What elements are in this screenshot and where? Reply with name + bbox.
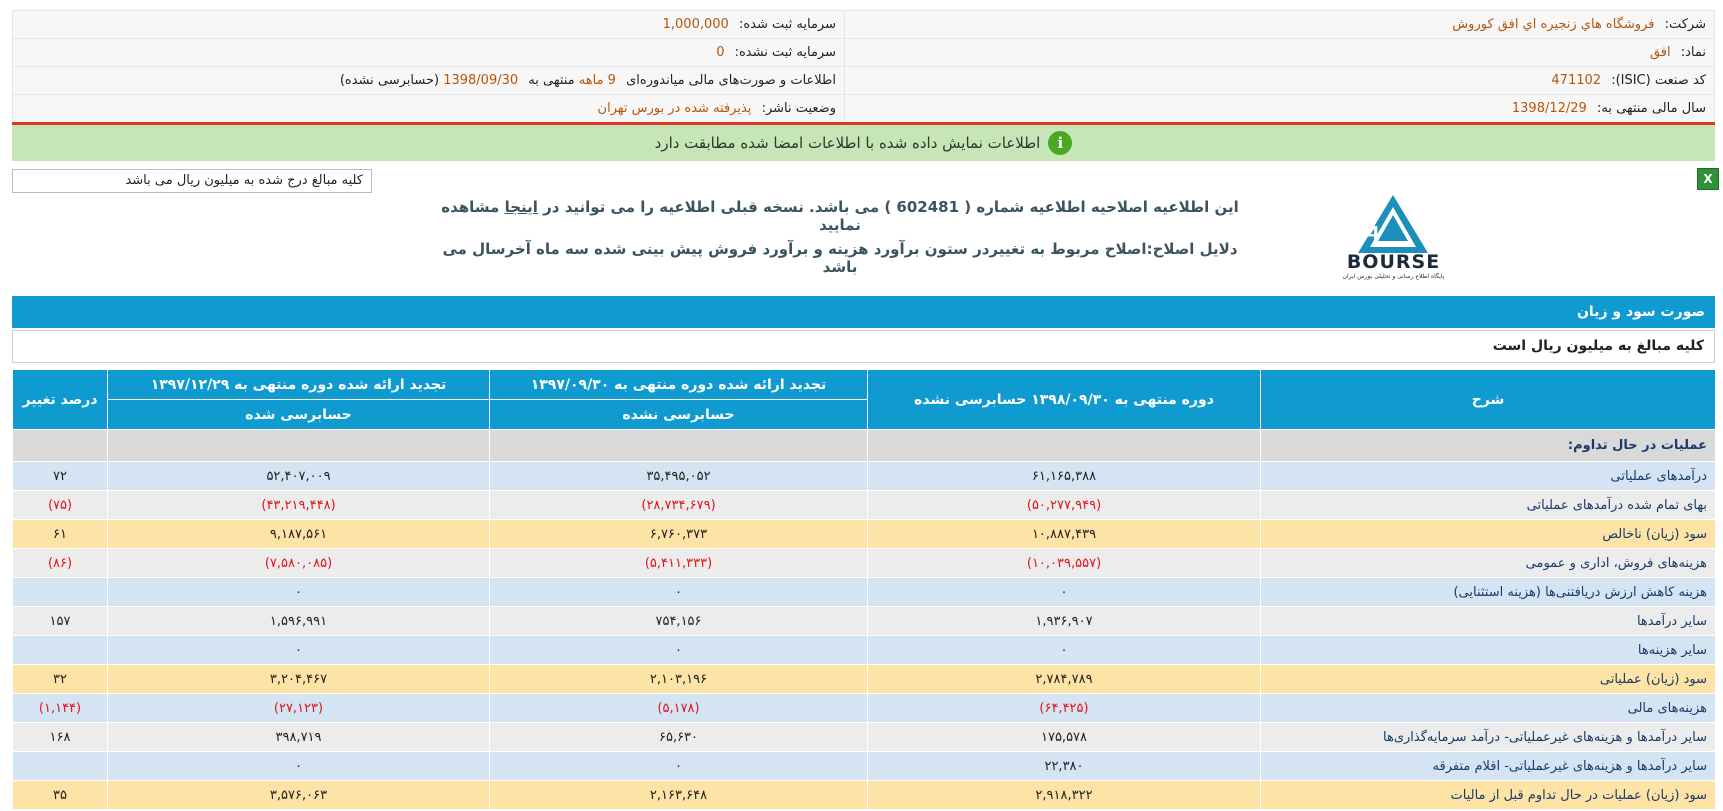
report-date: 1398/09/30 [443,73,519,88]
table-row [13,462,1716,491]
cell-period-1397-09: ۲,۱۶۳,۶۴۸ [490,781,868,810]
cell-period-1397-12: ۹,۱۸۷,۵۶۱ [108,520,490,549]
company-cell [845,11,1715,39]
table-row [13,549,1716,578]
cell-period-1397-12: (۴۳,۲۱۹,۴۴۸) [108,491,490,520]
cell-change-percent: ۱۶۸ [13,723,108,752]
cell-period-1397-12: (۲۷,۱۲۳) [108,694,490,723]
cell-period-1397-09: ۰ [490,578,868,607]
isic-cell [845,67,1715,95]
cell-period-1397-12: ۳۹۸,۷۱۹ [108,723,490,752]
cell-period-1397-09: ۰ [490,752,868,781]
info-icon: i [1048,131,1072,155]
symbol-cell [845,39,1715,67]
publisher-status-value: پذیرفته شده در بورس تهران [597,101,752,116]
cell-period-1398: ۱۷۵,۵۷۸ [868,723,1261,752]
row-label: سایر درآمدها و هزینه‌های غیرعملیاتی- اقلام متفرقه [1261,752,1716,781]
correction-notice [440,198,1240,234]
cell-period-1397-12: ۰ [108,636,490,665]
unregistered-capital-cell [13,39,845,67]
report-text-mid: منتهی به [528,73,575,88]
table-row [13,665,1716,694]
row-label: سایر هزینه‌ها [1261,636,1716,665]
header-col3-bottom: حسابرسی شده [108,400,490,430]
cell-period-1398: ۱۰,۸۸۷,۴۳۹ [868,520,1261,549]
cell-period-1397-12: ۰ [108,578,490,607]
header-col3-top: تجدید ارائه شده دوره منتهی به ۱۳۹۷/۱۲/۲۹ [108,370,490,400]
header-col1: دوره منتهی به ۱۳۹۸/۰۹/۳۰ حسابرسی نشده [868,370,1261,430]
row-label: سایر درآمدها و هزینه‌های غیرعملیاتی- درآمد سرمایه‌گذاری‌ها [1261,723,1716,752]
cell-period-1398: ۰ [868,636,1261,665]
table-row [13,781,1716,810]
section-unit-note: کلیه مبالغ به میلیون ریال است [12,330,1715,363]
cell-period-1397-09: (۵,۴۱۱,۳۳۳) [490,549,868,578]
cell-change-percent: (۷۵) [13,491,108,520]
logo-subtitle: پایگاه اطلاع رسانی و تحلیلی بورس ایران [1342,273,1445,280]
header-col4: درصد تغییر [13,370,108,430]
correction-text-after: مشاهده نمایید [441,198,861,234]
isic-value: 471102 [1551,73,1602,88]
row-label: سود (زیان) عملیاتی [1261,665,1716,694]
notice-text: اطلاعات نمایش داده شده با اطلاعات امضا شده مطابقت دارد [654,134,1041,152]
company-label: شرکت: [1664,17,1706,32]
row-label: هزینه کاهش ارزش دریافتنی‌ها (هزینه استثنایی) [1261,578,1716,607]
cell-period-1397-09: (۲۸,۷۳۴,۶۷۹) [490,491,868,520]
cell-period-1397-09: (۵,۱۷۸) [490,694,868,723]
cell-period-1398: ۰ [868,578,1261,607]
cell-period-1397-12: ۱,۵۹۶,۹۹۱ [108,607,490,636]
svg-text:24: 24 [1354,223,1380,244]
table-row [13,578,1716,607]
registered-capital-cell [13,11,845,39]
row-label: سایر درآمدها [1261,607,1716,636]
unit-note-box: کلیه مبالغ درج شده به میلیون ریال می باشد [12,169,372,193]
section-row-label: عملیات در حال تداوم: [1261,430,1716,462]
cell-change-percent: (۸۶) [13,549,108,578]
cell-period-1397-09: ۶۵,۶۳۰ [490,723,868,752]
cell-period-1398: ۲,۹۱۸,۳۲۲ [868,781,1261,810]
cell-change-percent: ۳۵ [13,781,108,810]
symbol-value: افق [1649,45,1671,60]
cell-period-1397-09: ۳۵,۴۹۵,۰۵۲ [490,462,868,491]
bourse-logo [1336,193,1451,283]
cell-change-percent [13,578,108,607]
cell-period-1398: (۵۰,۲۷۷,۹۴۹) [868,491,1261,520]
fiscal-year-value: 1398/12/29 [1511,101,1587,116]
cell-period-1397-09: ۲,۱۰۳,۱۹۶ [490,665,868,694]
cell-period-1397-12: ۵۲,۴۰۷,۰۰۹ [108,462,490,491]
isic-label: کد صنعت (ISIC): [1611,73,1706,88]
cell-period-1397-12: (۷,۵۸۰,۰۸۵) [108,549,490,578]
table-row [13,636,1716,665]
table-row [13,694,1716,723]
cell-change-percent: ۳۲ [13,665,108,694]
cell-change-percent: ۱۵۷ [13,607,108,636]
bourse-logo-mark [1336,193,1451,255]
unregistered-capital-value: 0 [716,45,725,60]
cell-period-1397-09: ۶,۷۶۰,۳۷۳ [490,520,868,549]
cell-period-1398: ۱,۹۳۶,۹۰۷ [868,607,1261,636]
table-row [13,607,1716,636]
cell-change-percent [13,752,108,781]
row-label: سود (زیان) عملیات در حال تداوم قبل از مالیات [1261,781,1716,810]
verification-notice [12,125,1715,161]
cell-period-1398: ۲,۷۸۴,۷۸۹ [868,665,1261,694]
publisher-status-cell [13,95,845,123]
row-label: درآمدهای عملیاتی [1261,462,1716,491]
header-col2-bottom: حسابرسی نشده [490,400,868,430]
cell-period-1397-12: ۰ [108,752,490,781]
income-statement-table [12,369,1716,810]
cell-period-1398: ۶۱,۱۶۵,۳۸۸ [868,462,1261,491]
cell-period-1397-12: ۳,۵۷۶,۰۶۳ [108,781,490,810]
publisher-status-label: وضعیت ناشر: [761,101,836,116]
fiscal-year-cell [845,95,1715,123]
logo-brand-text: BOURSE [1346,251,1441,273]
symbol-label: نماد: [1680,45,1706,60]
row-label: بهای تمام شده درآمدهای عملیاتی [1261,491,1716,520]
report-audit: (حسابرسی نشده) [339,73,440,88]
cell-period-1397-12: ۳,۲۰۴,۴۶۷ [108,665,490,694]
section-title: صورت سود و زیان [12,296,1715,328]
header-desc: شرح [1261,370,1716,430]
row-label: هزینه‌های مالی [1261,694,1716,723]
correction-text: این اطلاعیه اصلاحیه اطلاعیه شماره ( 602481 ) می باشد. نسخه قبلی اطلاعیه را می توانید در [543,198,1239,216]
row-label: سود (زیان) ناخالص [1261,520,1716,549]
cell-change-percent [13,636,108,665]
cell-period-1398: ۲۲,۳۸۰ [868,752,1261,781]
table-row [13,723,1716,752]
report-info-cell [13,67,845,95]
header-col2-top: تجدید ارائه شده دوره منتهی به ۱۳۹۷/۰۹/۳۰ [490,370,868,400]
section-row [13,430,1716,462]
company-value: فروشگاه هاي زنجيره اي افق كوروش [1452,17,1655,32]
cell-period-1398: (۶۴,۴۲۵) [868,694,1261,723]
table-row [13,491,1716,520]
cell-period-1397-09: ۰ [490,636,868,665]
fiscal-year-label: سال مالی منتهی به: [1596,101,1706,116]
registered-capital-value: 1,000,000 [662,17,729,32]
correction-reasons: دلایل اصلاح:اصلاح مربوط به تغییردر ستون برآورد هزینه و برآورد فروش پیش بینی شده سه ماه آخرسال می باشد [442,240,1238,276]
registered-capital-label: سرمایه ثبت شده: [738,17,836,32]
table-body [13,430,1716,810]
unregistered-capital-label: سرمایه ثبت نشده: [734,45,836,60]
table-row [13,520,1716,549]
row-label: هزینه‌های فروش، اداری و عمومی [1261,549,1716,578]
report-text-prefix: اطلاعات و صورت‌های مالی میاندوره‌ای [626,73,836,88]
company-info-table [12,10,1715,123]
excel-export-icon[interactable]: X [1697,168,1719,190]
cell-change-percent: ۶۱ [13,520,108,549]
cell-change-percent: ۷۲ [13,462,108,491]
cell-period-1397-09: ۷۵۴,۱۵۶ [490,607,868,636]
report-period: 9 ماهه [578,73,616,88]
previous-version-link[interactable]: اینجا [504,198,538,216]
cell-period-1398: (۱۰,۰۳۹,۵۵۷) [868,549,1261,578]
table-row [13,752,1716,781]
cell-change-percent: (۱,۱۴۴) [13,694,108,723]
